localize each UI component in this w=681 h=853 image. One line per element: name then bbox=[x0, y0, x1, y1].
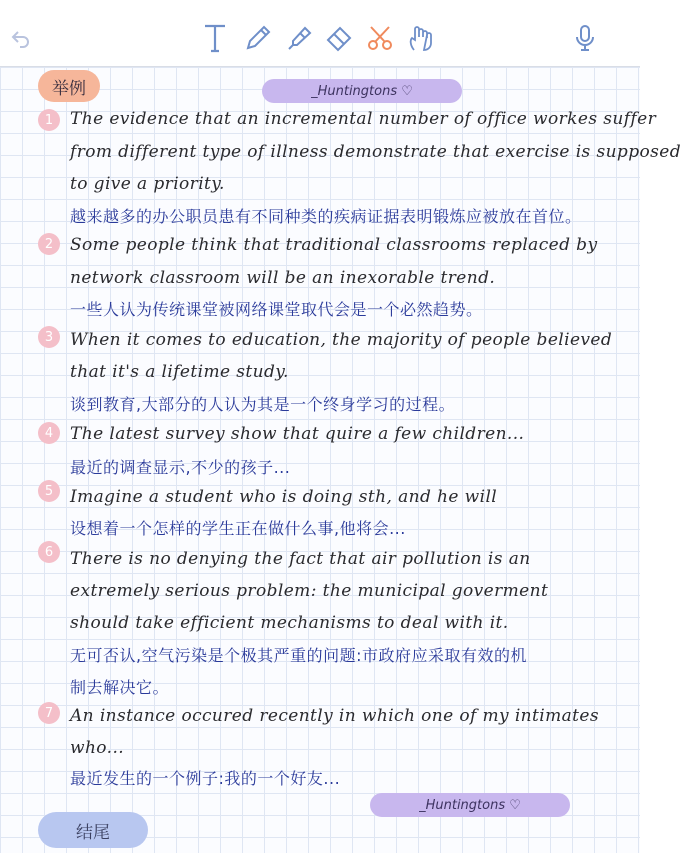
section-tag-conclusion: 结尾 bbox=[38, 812, 148, 848]
hand-icon[interactable] bbox=[404, 22, 436, 54]
english-line: to give a priority. bbox=[70, 174, 225, 194]
english-line: should take efficient mechanisms to deal with it. bbox=[70, 613, 509, 633]
english-line: When it comes to education, the majority of people believed bbox=[70, 330, 613, 350]
chinese-translation: 一些人认为传统课堂被网络课堂取代会是一个必然趋势。 bbox=[70, 300, 483, 319]
item-number-badge: 3 bbox=[38, 326, 60, 348]
undo-icon[interactable] bbox=[8, 22, 34, 54]
section-tag-examples: 举例 bbox=[38, 70, 100, 102]
english-line: There is no denying the fact that air pollution is an bbox=[70, 549, 531, 569]
item-number-badge: 6 bbox=[38, 541, 60, 563]
english-line: extremely serious problem: the municipal goverment bbox=[70, 581, 549, 601]
item-number-badge: 7 bbox=[38, 702, 60, 724]
chinese-translation: 谈到教育,大部分的人认为其是一个终身学习的过程。 bbox=[70, 395, 456, 414]
english-line: The latest survey show that quire a few children... bbox=[70, 424, 525, 444]
brand-label-top bbox=[262, 79, 462, 103]
english-line: Imagine a student who is doing sth, and he will bbox=[70, 487, 498, 507]
item-number-badge: 1 bbox=[38, 109, 60, 131]
chinese-translation: 无可否认,空气污染是个极其严重的问题:市政府应采取有效的机 bbox=[70, 646, 527, 665]
english-line: Some people think that traditional classrooms replaced by bbox=[70, 235, 598, 255]
brand-label-bottom bbox=[370, 793, 570, 817]
eraser-icon[interactable] bbox=[323, 22, 355, 54]
marker-icon[interactable] bbox=[283, 22, 315, 54]
brand-text: _Huntingtons ♡ bbox=[311, 83, 413, 99]
text-tool-icon[interactable] bbox=[200, 22, 230, 54]
chinese-translation: 设想着一个怎样的学生正在做什么事,他将会... bbox=[70, 519, 406, 538]
english-line: The evidence that an incremental number of office workes suffer bbox=[70, 109, 657, 129]
toolbar bbox=[0, 0, 640, 67]
scissors-icon[interactable] bbox=[364, 22, 396, 54]
chinese-translation: 最近的调查显示,不少的孩子... bbox=[70, 458, 291, 477]
english-line: that it's a lifetime study. bbox=[70, 362, 289, 382]
item-number-badge: 4 bbox=[38, 422, 60, 444]
pencil-icon[interactable] bbox=[242, 22, 274, 54]
chinese-translation: 制去解决它。 bbox=[70, 678, 170, 697]
microphone-icon[interactable] bbox=[572, 22, 598, 54]
english-line: An instance occured recently in which one of my intimates bbox=[70, 706, 599, 726]
english-line: from different type of illness demonstrate that exercise is supposed bbox=[70, 142, 681, 162]
english-line: network classroom will be an inexorable trend. bbox=[70, 268, 496, 288]
chinese-translation: 最近发生的一个例子:我的一个好友... bbox=[70, 769, 341, 788]
item-number-badge: 5 bbox=[38, 480, 60, 502]
brand-text: _Huntingtons ♡ bbox=[419, 797, 521, 813]
english-line: who... bbox=[70, 738, 125, 758]
chinese-translation: 越来越多的办公职员患有不同种类的疾病证据表明锻炼应被放在首位。 bbox=[70, 207, 582, 226]
item-number-badge: 2 bbox=[38, 233, 60, 255]
